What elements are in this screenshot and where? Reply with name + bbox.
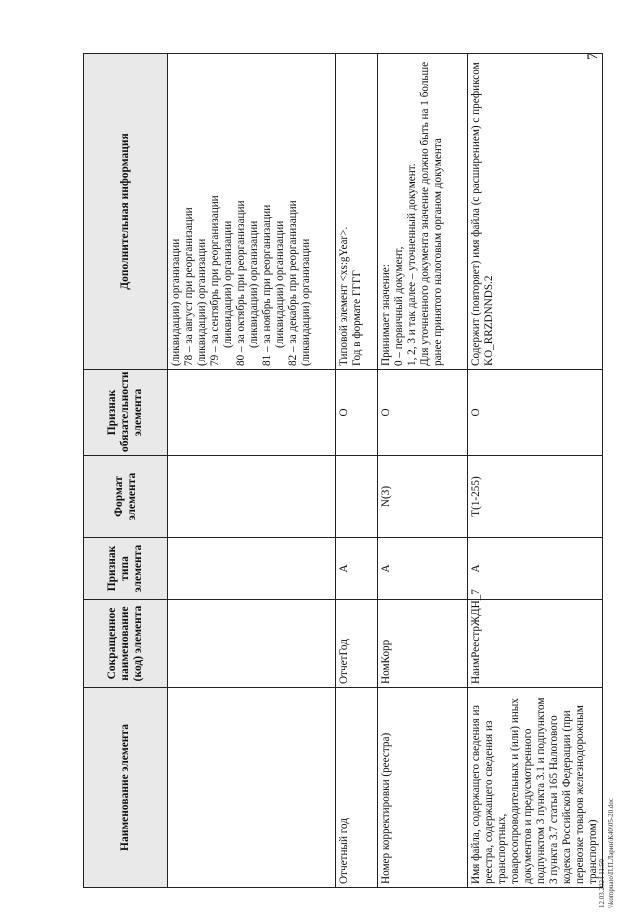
table-header-row xyxy=(84,54,168,888)
cell-format: N(3) xyxy=(378,456,468,538)
elements-table xyxy=(83,53,603,888)
header-type: Признак типа элемента xyxy=(84,538,168,600)
info-line: (ликвидации) организации xyxy=(300,238,312,366)
footer-timestamp: 12.03.2024 11:50 xyxy=(598,859,606,908)
cell-info xyxy=(168,54,336,370)
info-line: 1, 2, 3 и так далее – уточненный документ. xyxy=(406,163,418,366)
header-format: Формат элемента xyxy=(84,456,168,538)
cell-info xyxy=(468,54,603,370)
cell-code xyxy=(168,600,336,688)
cell-code: ОтчетГод xyxy=(336,600,378,688)
info-line: 82 – за декабрь при реорганизации xyxy=(287,200,299,366)
info-line: Год в формате ГГГГ xyxy=(351,270,363,366)
cell-type: А xyxy=(378,538,468,600)
info-line: 80 – за октябрь при реорганизации xyxy=(235,200,247,366)
table-row xyxy=(468,54,603,888)
cell-type: А xyxy=(468,538,603,600)
cell-format: T(1-255) xyxy=(468,456,603,538)
info-line: (ликвидации) организации xyxy=(170,238,182,366)
info-line: (ликвидации) организации xyxy=(248,220,260,348)
rotated-table-container xyxy=(83,54,599,888)
footer-file-path: \\kompuato\П.П.Ларин\К40\05-20.doc xyxy=(607,797,615,908)
cell-name xyxy=(168,688,336,888)
info-line: Типовой элемент <xs:gYear>. xyxy=(338,226,350,366)
cell-info xyxy=(336,54,378,370)
info-line: (ликвидации) организации xyxy=(196,238,208,366)
header-code: Сокращенное наименование (код) элемента xyxy=(84,600,168,688)
info-line: Для уточненного документа значение должно быть на 1 больше ранее принятого налоговым органом документа xyxy=(419,61,444,366)
cell-name: Отчетный год xyxy=(336,688,378,888)
info-line: Принимает значение: xyxy=(380,264,392,366)
cell-name: Имя файла, содержащего сведения из реестра, содержащего сведения из транспортных, товаросопроводительных и (или) иных документов и предусмотренного подпунктом 3 пункта 3.1 и подпунктом 3 пункта 3.7 статьи 165 Налогового кодекса Российской Федерации (при перевозке товаров железнодорожным транспортом) xyxy=(468,688,603,888)
page-number: 7 xyxy=(585,52,601,60)
info-line: Содержит (повторяет) имя файла (с расширением) с префиксом KO_RRZDNNDS.2 xyxy=(470,62,495,366)
cell-code: НомКорр xyxy=(378,600,468,688)
cell-name: Номер корректировки (реестра) xyxy=(378,688,468,888)
table-row xyxy=(378,54,468,888)
info-line: 78 – за август при реорганизации xyxy=(183,207,195,366)
info-line: 81 – за ноябрь при реорганизации xyxy=(261,204,273,366)
table-row xyxy=(336,54,378,888)
info-line: (ликвидации) организации xyxy=(222,220,234,348)
cell-type xyxy=(168,538,336,600)
cell-info xyxy=(378,54,468,370)
table-row xyxy=(168,54,336,888)
info-line: (ликвидации) организации xyxy=(274,220,286,348)
header-required: Признак обязательности элемента xyxy=(84,370,168,456)
cell-required xyxy=(168,370,336,456)
cell-format xyxy=(168,456,336,538)
cell-required: О xyxy=(468,370,603,456)
info-line: 0 – первичный документ, xyxy=(393,246,405,366)
cell-required: О xyxy=(378,370,468,456)
cell-type: А xyxy=(336,538,378,600)
header-name: Наименование элемента xyxy=(84,688,168,888)
cell-code: НаимРеестрЖДН_7 xyxy=(468,600,603,688)
info-line: 79 – за сентябрь при реорганизации xyxy=(209,195,221,366)
cell-format xyxy=(336,456,378,538)
cell-required: О xyxy=(336,370,378,456)
header-info: Дополнительная информация xyxy=(84,54,168,370)
